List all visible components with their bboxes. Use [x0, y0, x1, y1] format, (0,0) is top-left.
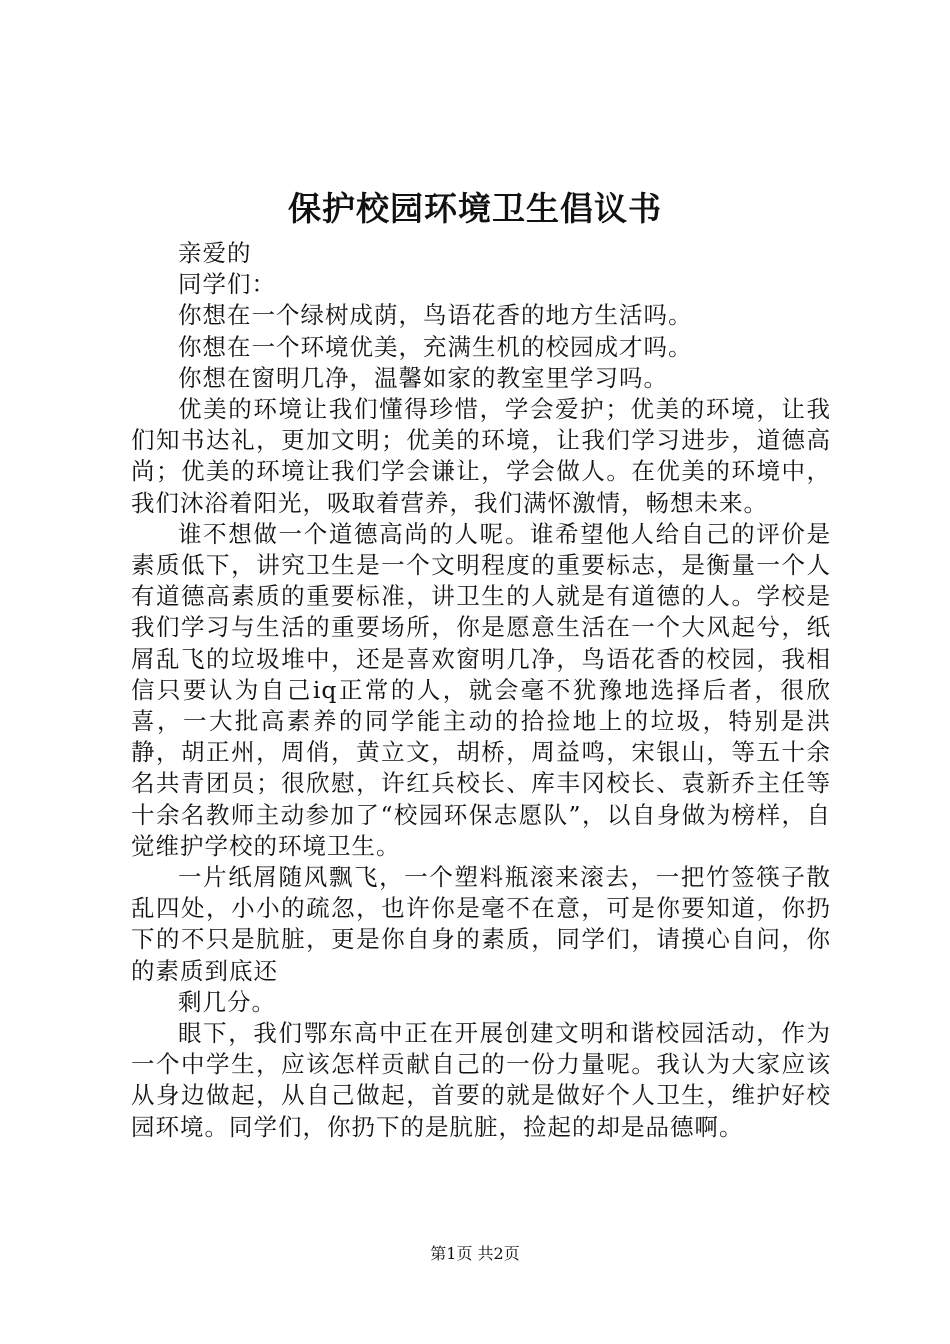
- paragraph-call-to-action: 眼下，我们鄂东高中正在开展创建文明和谐校园活动，作为一个中学生，应该怎样贡献自己的一份力量呢。我认为大家应该从身边做起，从自己做起，首要的就是做好个人卫生，维护好校园环境。同学们，你扔下的是肮脏，捡起的却是品德啊。: [131, 1019, 831, 1141]
- paragraph-question-2: 你想在一个环境优美，充满生机的校园成才吗。: [178, 332, 693, 361]
- paragraph-question-1: 你想在一个绿树成荫，鸟语花香的地方生活吗。: [178, 301, 693, 330]
- paragraph-salutation-2: 同学们：: [178, 270, 276, 299]
- paragraph-question-3: 你想在窗明几净，温馨如家的教室里学习吗。: [178, 363, 668, 392]
- document-body: [131, 238, 831, 1143]
- paragraph-morality: 谁不想做一个道德高尚的人呢。谁希望他人给自己的评价是素质低下，讲究卫生是一个文明程度的重要标志，是衡量一个人有道德高素质的重要标准，讲卫生的人就是有道德的人。学校是我们学习与生活的重要场所，你是愿意生活在一个大风起兮，纸屑乱飞的垃圾堆中，还是喜欢窗明几净，鸟语花香的校园，我相信只要认为自己iq正常的人，就会毫不犹豫地选择后者，很欣喜，一大批高素养的同学能主动的拾捡地上的垃圾，特别是洪静，胡正州，周俏，黄立文，胡桥，周益鸣，宋银山，等五十余名共青团员；很欣慰，许红兵校长、库丰冈校长、袁新乔主任等十余名教师主动参加了“校园环保志愿队”，以自身做为榜样，自觉维护学校的环境卫生。: [131, 519, 831, 860]
- document-title: 保护校园环境卫生倡议书: [288, 189, 662, 228]
- paragraph-salutation-1: 亲爱的: [178, 239, 252, 267]
- paragraph-litter: 一片纸屑随风飘飞，一个塑料瓶滚来滚去，一把竹签筷子散乱四处，小小的疏忽，也许你是毫不在意，可是你要知道，你扔下的不只是肮脏，更是你自身的素质，同学们，请摸心自问，你的素质到底还: [131, 863, 831, 985]
- paragraph-environment: 优美的环境让我们懂得珍惜，学会爱护；优美的环境，让我们知书达礼，更加文明；优美的环境，让我们学习进步，道德高尚；优美的环境让我们学会谦让，学会做人。在优美的环境中，我们沐浴着阳光，吸取着营养，我们满怀激情，畅想未来。: [131, 395, 831, 517]
- paragraph-litter-end: 剩几分。: [178, 987, 276, 1016]
- page-footer: 第1页 共2页: [430, 1244, 520, 1263]
